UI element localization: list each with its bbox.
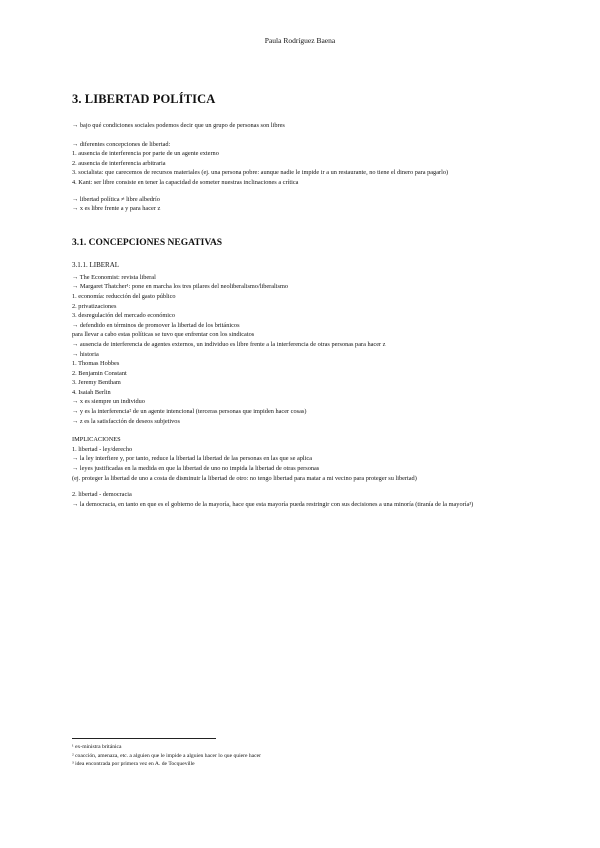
footnote: ¹ ex-ministra británica [72, 744, 122, 750]
footnote-divider [72, 738, 216, 739]
liberal-line: 1. Thomas Hobbes [72, 360, 120, 368]
implication-line: (ej. proteger la libertad de uno a costa de disminuir la libertad de otro: no tengo libertad para matar a mi vecino para proteger su libertad) [72, 474, 417, 482]
subsection-title: 3.1. CONCEPCIONES NEGATIVAS [72, 237, 223, 248]
liberal-line: 3. Jeremy Bentham [72, 379, 121, 387]
liberal-line: → y es la interferencia² de un agente intencional (terceras personas que impiden hacer cosas) [72, 408, 307, 416]
liberal-line: → Margaret Thatcher¹: pone en marcha los tres pilares del neoliberalismo/liberalismo [72, 283, 289, 291]
liberal-line: 1. economía: reducción del gasto público [72, 292, 176, 300]
conception-line: → diferentes concepciones de libertad: [72, 140, 171, 148]
sub-subsection-title: 3.1.1. LIBERAL [72, 260, 120, 269]
liberal-line: → ausencia de interferencia de agentes externos, un individuo es libre frente a la interferencia de otras personas para hacer z [72, 340, 386, 348]
footnotes [72, 738, 528, 769]
liberal-line: → defendido en términos de promover la libertad de los británicos [72, 321, 240, 329]
main-content [72, 92, 528, 509]
conception-line: 1. ausencia de interferencia por parte de un agente externo [72, 150, 219, 158]
liberal-line: → historia [72, 350, 99, 358]
page-header: Paula Rodríguez Baena [264, 36, 336, 45]
implication-line: → la ley interfiere y, por tanto, reduce la libertad la libertad de las personas en las que se aplica [72, 455, 312, 463]
conception-line: 2. ausencia de interferencia arbitraria [72, 159, 166, 167]
implications-title: IMPLICACIONES [72, 436, 121, 444]
intro-line: → bajo qué condiciones sociales podemos decir que un grupo de personas son libres [72, 122, 285, 129]
footnote: ² coacción, amenaza, etc. a alguien que le impide a alguien hacer lo que quiere hacer [72, 752, 261, 759]
section-title: 3. LIBERTAD POLÍTICA [72, 92, 216, 106]
liberal-line: para llevar a cabo estas políticas se tuvo que enfrentar con los sindicatos [72, 331, 255, 339]
footnote: ³ idea encontrada por primera vez en A. de Tocqueville [72, 761, 195, 768]
liberal-line: → z es la satisfacción de deseos subjetivos [72, 417, 180, 425]
liberal-line: 3. desregulación del mercado económico [72, 312, 175, 320]
free-line: → x es libre frente a y para hacer z [72, 205, 161, 213]
conception-paragraph: 3. socialista: que carecemos de recursos materiales (ej. una persona pobre: aunque nadie le impide ir a un restaurante, no tiene el dinero para pagarlo) [72, 169, 449, 177]
liberal-line: 2. Benjamin Constant [72, 369, 127, 377]
implication-line: → leyes justificadas en la medida en que la libertad de uno no impida la libertad de otras personas [72, 465, 320, 473]
liberal-line: 2. privatizaciones [72, 302, 117, 310]
conception-line: 4. Kant: ser libre consiste en tener la capacidad de someter nuestras inclinaciones a crítica [72, 178, 299, 186]
liberal-line: 4. Isaiah Berlin [72, 388, 111, 396]
liberal-line: → The Economist: revista liberal [72, 273, 156, 281]
liberal-line: → x es siempre un individuo [72, 398, 145, 406]
implication-line: 1. libertad - ley/derecho [72, 445, 133, 453]
free-line: → libertad política ≠ libre albedrío [72, 195, 160, 203]
democracy-paragraph: → la democracia, en tanto en que es el gobierno de la mayoría, hace que esta mayoría pueda restringir con sus decisiones a una minoría (tiranía de la mayoría³) [72, 500, 474, 508]
democracy-line: 2. libertad - democracia [72, 491, 132, 499]
